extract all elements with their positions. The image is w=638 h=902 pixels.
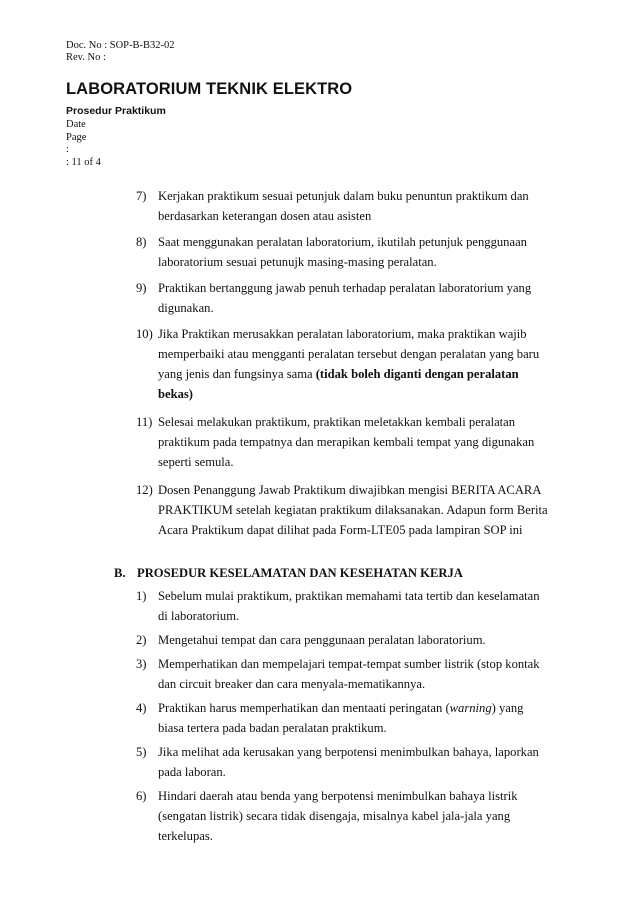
item-text: Mengetahui tempat dan cara penggunaan peralatan laboratorium. bbox=[158, 633, 486, 647]
item-text: pada laboran. bbox=[158, 765, 226, 779]
item-number: 5) bbox=[136, 745, 147, 759]
subtitle: Prosedur Praktikum bbox=[66, 105, 166, 117]
procedure-list-b bbox=[136, 586, 564, 850]
procedure-list-a bbox=[136, 186, 564, 548]
item-number: 8) bbox=[136, 235, 147, 249]
item-text: Acara Praktikum dapat dilihat pada Form-LTE05 pada lampiran SOP ini bbox=[158, 523, 523, 537]
section-title: PROSEDUR KESELAMATAN DAN KESEHATAN KERJA bbox=[137, 566, 463, 580]
item-number: 10) bbox=[136, 327, 153, 341]
item-text: Saat menggunakan peralatan laboratorium, ikutilah petunjuk penggunaan bbox=[158, 235, 527, 249]
item-number: 6) bbox=[136, 789, 147, 803]
list-item-b6 bbox=[136, 786, 564, 850]
list-item-9 bbox=[136, 278, 564, 324]
list-item-11 bbox=[136, 412, 564, 480]
item-text: memperbaiki atau mengganti peralatan tersebut dengan peralatan yang baru bbox=[158, 347, 540, 361]
item-number: 12) bbox=[136, 483, 153, 497]
item-text: Kerjakan praktikum sesuai petunjuk dalam buku penuntun praktikum dan bbox=[158, 189, 529, 203]
item-text: Hindari daerah atau benda yang berpotensi menimbulkan bahaya listrik bbox=[158, 789, 518, 803]
item-number: 4) bbox=[136, 701, 147, 715]
item-text: digunakan. bbox=[158, 301, 214, 315]
item-number: 7) bbox=[136, 189, 147, 203]
item-text-mixed bbox=[158, 364, 564, 384]
item-text: yang jenis dan fungsinya sama bbox=[158, 367, 313, 381]
item-text: Dosen Penanggung Jawab Praktikum diwajibkan mengisi BERITA ACARA bbox=[158, 483, 542, 497]
item-text: Memperhatikan dan mempelajari tempat-tempat sumber listrik (stop kontak bbox=[158, 657, 540, 671]
item-text: Praktikan bertanggung jawab penuh terhadap peralatan laboratorium yang bbox=[158, 281, 532, 295]
item-text-mixed bbox=[158, 698, 564, 718]
item-text: praktikum pada tempatnya dan merapikan kembali tempat yang digunakan bbox=[158, 435, 535, 449]
doc-number: Doc. No : SOP-B-B32-02 bbox=[66, 40, 175, 51]
page-value: : 11 of 4 bbox=[66, 157, 101, 168]
item-italic-text: warning bbox=[449, 701, 492, 715]
section-b-heading bbox=[114, 565, 463, 581]
item-text: ) yang bbox=[491, 701, 524, 715]
list-item-b4 bbox=[136, 698, 564, 742]
list-item-8 bbox=[136, 232, 564, 278]
list-item-b5 bbox=[136, 742, 564, 786]
item-number: 1) bbox=[136, 589, 147, 603]
item-text: Jika Praktikan merusakkan peralatan laboratorium, maka praktikan wajib bbox=[158, 327, 527, 341]
revision-number: Rev. No : bbox=[66, 52, 106, 63]
item-number: 9) bbox=[136, 281, 147, 295]
item-text: (sengatan listrik) secara tidak disengaja, misalnya kabel jala-jala yang bbox=[158, 809, 511, 823]
list-item-7 bbox=[136, 186, 564, 232]
item-text: berdasarkan keterangan dosen atau asisten bbox=[158, 209, 372, 223]
colon: : bbox=[66, 144, 69, 155]
item-text: terkelupas. bbox=[158, 829, 213, 843]
item-text: Praktikan harus memperhatikan dan mentaati peringatan ( bbox=[158, 701, 450, 715]
item-number: 3) bbox=[136, 657, 147, 671]
list-item-12 bbox=[136, 480, 564, 548]
item-text: Sebelum mulai praktikum, praktikan memahami tata tertib dan keselamatan bbox=[158, 589, 540, 603]
list-item-b3 bbox=[136, 654, 564, 698]
list-item-b2 bbox=[136, 630, 564, 654]
item-bold-text: (tidak boleh diganti dengan peralatan bbox=[312, 367, 519, 381]
item-text: seperti semula. bbox=[158, 455, 234, 469]
section-letter: B. bbox=[114, 566, 126, 580]
item-text: laboratorium sesuai petunujk masing-masing peralatan. bbox=[158, 255, 437, 269]
item-text: Jika melihat ada kerusakan yang berpotensi menimbulkan bahaya, laporkan bbox=[158, 745, 539, 759]
page-title: LABORATORIUM TEKNIK ELEKTRO bbox=[66, 80, 353, 98]
item-number: 11) bbox=[136, 415, 153, 429]
list-item-b1 bbox=[136, 586, 564, 630]
list-item-10 bbox=[136, 324, 564, 412]
item-text: Selesai melakukan praktikum, praktikan meletakkan kembali peralatan bbox=[158, 415, 516, 429]
item-number: 2) bbox=[136, 633, 147, 647]
page-label: Page bbox=[66, 132, 87, 143]
item-bold-text: bekas) bbox=[158, 387, 193, 401]
item-text: dan circuit breaker dan cara menyala-mematikannya. bbox=[158, 677, 426, 691]
date-label: Date bbox=[66, 119, 86, 130]
item-text: PRAKTIKUM setelah kegiatan praktikum dilaksanakan. Adapun form Berita bbox=[158, 503, 548, 517]
item-text: di laboratorium. bbox=[158, 609, 240, 623]
item-text: biasa tertera pada badan peralatan praktikum. bbox=[158, 721, 387, 735]
